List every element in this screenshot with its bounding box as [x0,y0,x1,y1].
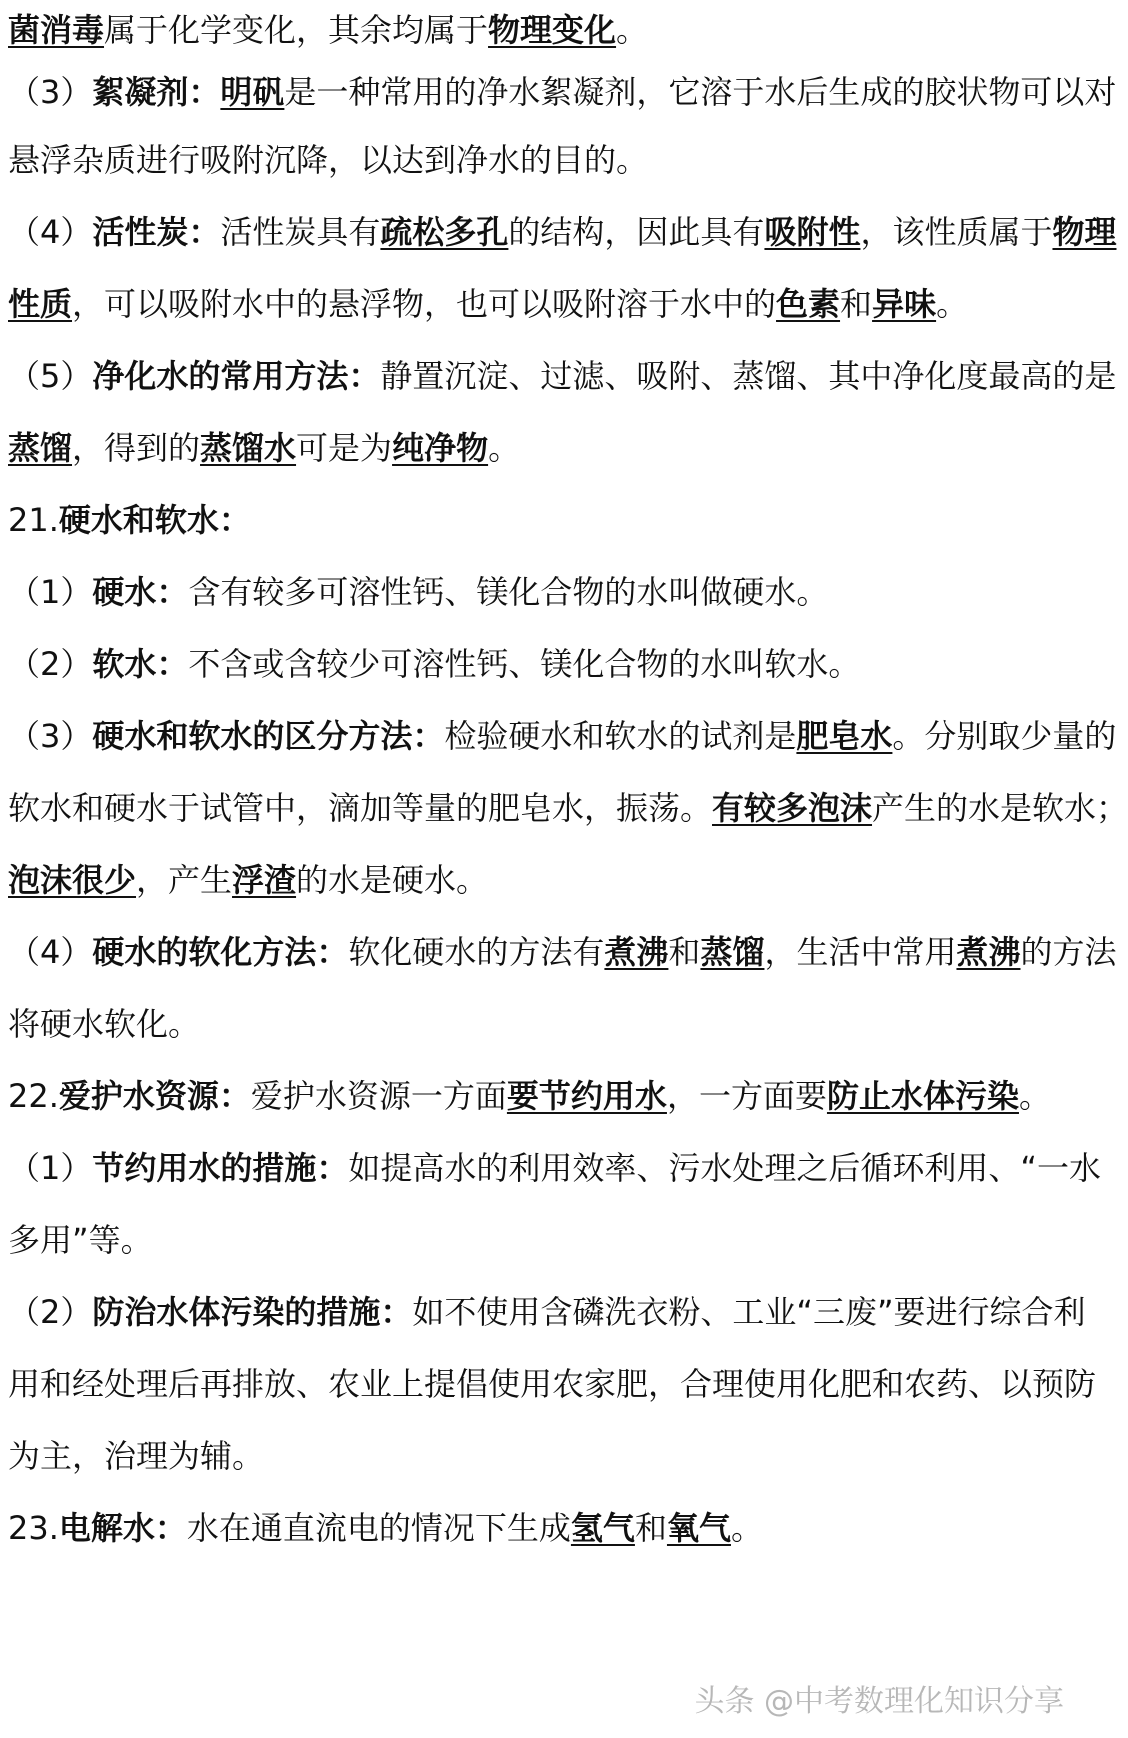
text-run: 和 [840,285,873,323]
key-term: 蒸馏水 [200,429,297,467]
text-run: 不含或含较少可溶性钙、镁化合物的水叫软水。 [188,645,861,683]
text-run: 软水和硬水于试管中，滴加等量的肥皂水，振荡。 [8,789,713,827]
term-heading: 电解水： [58,1509,187,1547]
key-term: 性质 [8,285,73,323]
term-heading: 硬水的软化方法： [92,933,349,971]
text-run: ，一方面要 [666,1077,827,1115]
text-run: 为主，治理为辅。 [8,1437,265,1475]
text-run: 多用”等。 [8,1221,153,1259]
key-term: 物理 [1052,213,1117,251]
text-line [8,130,1072,190]
text-run: 的方法 [1020,933,1117,971]
text-run: 和 [634,1509,667,1547]
text-run: 悬浮杂质进行吸附沉降，以达到净水的目的。 [8,141,649,179]
text-run: 和 [668,933,701,971]
text-line [8,1426,1072,1486]
text-line [8,202,1117,262]
text-run: 活性炭具有 [220,213,381,251]
key-term: 吸附性 [764,213,861,251]
text-run: 用和经处理后再排放、农业上提倡使用农家肥，合理使用化肥和农药、以预防 [8,1365,1097,1403]
text-run: 的结构，因此具有 [508,213,765,251]
key-term: 纯净物 [392,429,489,467]
text-run: （5） [8,357,93,395]
text-line [8,778,1128,838]
text-line [8,994,1072,1054]
text-run: 。分别取少量的 [892,717,1117,755]
text-line [8,1066,1072,1126]
key-term: 菌消毒 [8,11,105,49]
text-run: 将硬水软化。 [8,1005,201,1043]
key-term: 物理变化 [488,11,617,49]
key-term: 浮渣 [232,861,297,899]
key-term: 泡沫很少 [8,861,137,899]
term-heading: 硬水： [92,573,189,611]
watermark: 头条 @中考数理化知识分享 [694,1684,1064,1719]
text-line [8,706,1117,766]
text-run: （4） [8,933,93,971]
key-term: 蒸馏 [700,933,765,971]
text-line [8,634,1072,694]
text-run: ，生活中常用 [764,933,957,971]
term-heading: 防治水体污染的措施： [92,1293,413,1331]
text-line [8,1138,1101,1198]
term-heading: 活性炭： [92,213,221,251]
text-run: 静置沉淀、过滤、吸附、蒸馏、其中净化度最高的是 [380,357,1117,395]
text-run: （3） [8,73,93,111]
text-run: 21. [8,501,59,539]
text-line [8,1210,1072,1270]
key-term: 蒸馏 [8,429,73,467]
term-heading: 软水： [92,645,189,683]
text-run: 爱护水资源一方面 [250,1077,507,1115]
key-term: 氢气 [570,1509,635,1547]
text-run: 。 [1018,1077,1051,1115]
text-line [8,418,1072,478]
text-line [8,0,1072,60]
term-heading: 絮凝剂： [92,73,221,111]
text-run: （3） [8,717,93,755]
text-run: ，得到的 [72,429,201,467]
text-run: 检验硬水和软水的试剂是 [444,717,797,755]
text-run: 23. [8,1509,59,1547]
key-term: 氧气 [666,1509,731,1547]
key-term: 疏松多孔 [380,213,509,251]
text-run: （1） [8,573,93,611]
term-heading: 节约用水的措施： [92,1149,349,1187]
text-run: （1） [8,1149,93,1187]
text-run: 。 [616,11,649,49]
key-term: 有较多泡沫 [712,789,873,827]
text-line [8,1498,1072,1558]
key-term: 异味 [872,285,937,323]
text-run: 如提高水的利用效率、污水处理之后循环利用、“一水 [348,1149,1101,1187]
text-run: ，产生 [136,861,233,899]
text-line [8,490,1072,550]
key-term: 色素 [776,285,841,323]
key-term: 肥皂水 [796,717,893,755]
text-line [8,562,1072,622]
text-line [8,850,1072,910]
text-run: 的水是硬水。 [296,861,489,899]
text-line [8,922,1117,982]
text-run: 水在通直流电的情况下生成 [186,1509,571,1547]
text-run: 可是为 [296,429,393,467]
text-run: 。 [488,429,521,467]
key-term: 要节约用水 [506,1077,667,1115]
text-run: 。 [730,1509,763,1547]
text-run: （2） [8,1293,93,1331]
text-run: （2） [8,645,93,683]
text-line [8,62,1117,122]
term-heading: 硬水和软水的区分方法： [92,717,445,755]
text-run: 产生的水是软水； [872,789,1128,827]
text-line [8,1282,1086,1342]
term-heading: 净化水的常用方法： [92,357,381,395]
text-line [8,346,1117,406]
text-run: ，可以吸附水中的悬浮物，也可以吸附溶于水中的 [72,285,777,323]
text-run: 属于化学变化，其余均属于 [104,11,489,49]
text-run: 如不使用含磷洗衣粉、工业“三废”要进行综合利 [412,1293,1086,1331]
text-line [8,274,1072,334]
text-line [8,1354,1097,1414]
text-run: 是一种常用的净水絮凝剂，它溶于水后生成的胶状物可以对 [284,73,1117,111]
text-run: （4） [8,213,93,251]
key-term: 煮沸 [604,933,669,971]
key-term: 明矾 [220,73,285,111]
text-run: 含有较多可溶性钙、镁化合物的水叫做硬水。 [188,573,829,611]
key-term: 防止水体污染 [826,1077,1019,1115]
term-heading: 爱护水资源： [58,1077,251,1115]
key-term: 煮沸 [956,933,1021,971]
text-run: 。 [936,285,969,323]
term-heading: 硬水和软水： [58,501,251,539]
text-run: 22. [8,1077,59,1115]
text-run: 软化硬水的方法有 [348,933,605,971]
text-run: ，该性质属于 [860,213,1053,251]
